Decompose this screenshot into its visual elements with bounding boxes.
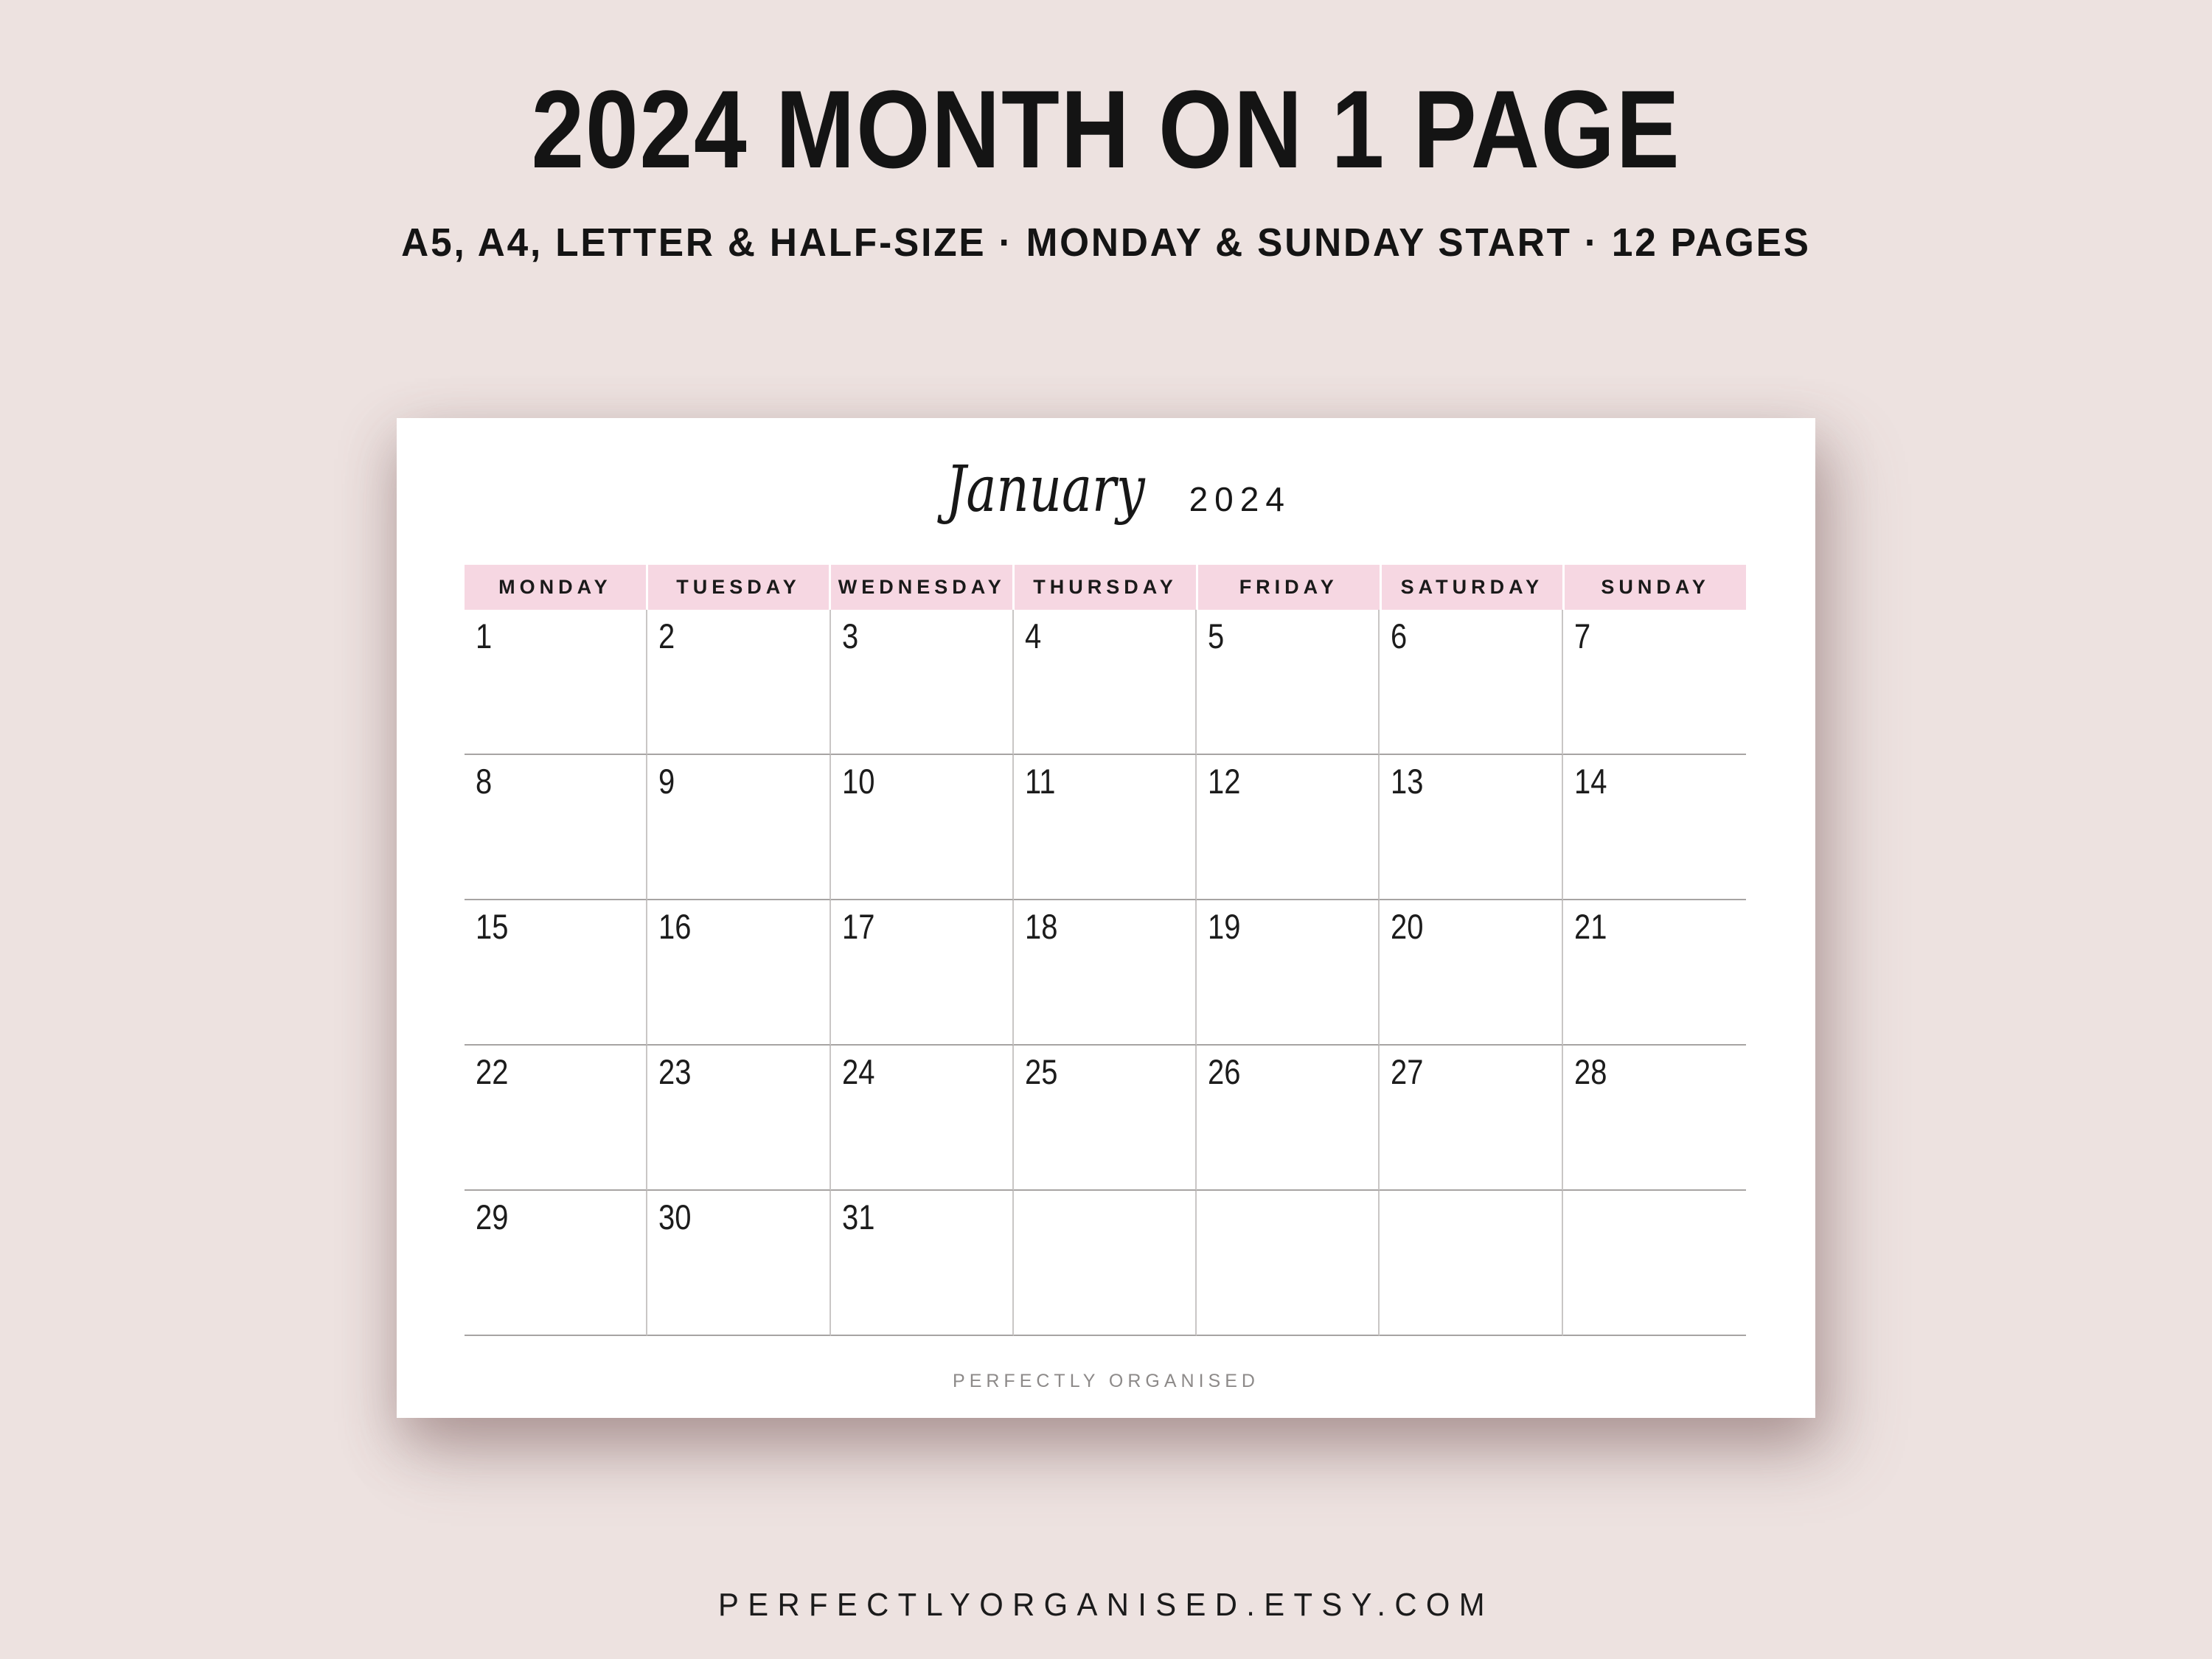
calendar-cell xyxy=(647,900,830,1046)
calendar-cell xyxy=(465,755,647,900)
calendar-cell xyxy=(1563,900,1746,1046)
date-number: 23 xyxy=(658,1052,692,1091)
calendar-cell xyxy=(831,900,1014,1046)
calendar-cell xyxy=(1380,755,1562,900)
calendar-cell xyxy=(647,755,830,900)
date-number: 2 xyxy=(658,616,675,655)
calendar-cell xyxy=(831,755,1014,900)
calendar-cell xyxy=(831,1046,1014,1191)
calendar-cell xyxy=(1014,1191,1197,1336)
month-year: 2024 xyxy=(1189,480,1291,518)
calendar-cell xyxy=(1197,1191,1380,1336)
calendar-cell xyxy=(647,1191,830,1336)
calendar-cell xyxy=(1380,1046,1562,1191)
day-header-wednesday: WEDNESDAY xyxy=(831,565,1012,610)
calendar-cell xyxy=(1380,1191,1562,1336)
promo-header xyxy=(0,67,2212,265)
calendar-cell xyxy=(1563,1046,1746,1191)
date-number: 28 xyxy=(1573,1052,1607,1091)
date-number: 10 xyxy=(841,762,875,801)
date-number: 15 xyxy=(476,907,509,946)
calendar-cell xyxy=(1197,755,1380,900)
date-number: 13 xyxy=(1391,762,1424,801)
calendar-cell xyxy=(1197,1046,1380,1191)
date-number: 9 xyxy=(658,762,675,801)
day-header-friday: FRIDAY xyxy=(1198,565,1380,610)
promo-subtitle: A5, A4, LETTER & HALF-SIZE · MONDAY & SUNDAY START · 12 PAGES xyxy=(401,220,1811,265)
date-number: 5 xyxy=(1208,616,1225,655)
calendar-cell xyxy=(1014,755,1197,900)
date-number: 30 xyxy=(658,1197,692,1237)
calendar-cell xyxy=(465,1191,647,1336)
date-number: 25 xyxy=(1024,1052,1058,1091)
calendar-cell xyxy=(1197,900,1380,1046)
day-header-row xyxy=(465,565,1746,610)
day-header-monday: MONDAY xyxy=(465,565,646,610)
date-number: 14 xyxy=(1573,762,1607,801)
brand-footer: PERFECTLY ORGANISED xyxy=(953,1371,1259,1391)
date-number: 4 xyxy=(1024,616,1042,655)
calendar-cell xyxy=(1563,1191,1746,1336)
date-number: 12 xyxy=(1208,762,1241,801)
date-number: 1 xyxy=(476,616,493,655)
calendar-cell xyxy=(465,1046,647,1191)
calendar-cell xyxy=(647,610,830,755)
calendar-cell xyxy=(831,1191,1014,1336)
month-title xyxy=(397,449,1815,532)
date-number: 29 xyxy=(476,1197,509,1237)
calendar-cell xyxy=(1197,610,1380,755)
calendar-cell xyxy=(1014,610,1197,755)
date-number: 18 xyxy=(1024,907,1058,946)
site-url: PERFECTLYORGANISED.ETSY.COM xyxy=(718,1587,1494,1623)
promo-title: 2024 MONTH ON 1 PAGE xyxy=(531,67,1681,191)
date-number: 6 xyxy=(1391,616,1408,655)
date-number: 16 xyxy=(658,907,692,946)
calendar-cell xyxy=(1563,610,1746,755)
date-number: 7 xyxy=(1573,616,1590,655)
date-number: 8 xyxy=(476,762,493,801)
date-number: 22 xyxy=(476,1052,509,1091)
date-number: 24 xyxy=(841,1052,875,1091)
calendar-cell xyxy=(1380,900,1562,1046)
date-number: 21 xyxy=(1573,907,1607,946)
date-number: 20 xyxy=(1391,907,1424,946)
calendar-grid xyxy=(465,610,1746,1336)
date-number: 3 xyxy=(841,616,858,655)
calendar-cell xyxy=(465,900,647,1046)
calendar-cell xyxy=(1014,900,1197,1046)
month-name: January xyxy=(945,453,1145,526)
calendar-cell xyxy=(1014,1046,1197,1191)
day-header-thursday: THURSDAY xyxy=(1015,565,1196,610)
date-number: 17 xyxy=(841,907,875,946)
calendar-cell xyxy=(647,1046,830,1191)
day-header-sunday: SUNDAY xyxy=(1565,565,1746,610)
date-number: 11 xyxy=(1024,762,1056,801)
calendar-cell xyxy=(465,610,647,755)
calendar-cell xyxy=(1563,755,1746,900)
date-number: 27 xyxy=(1391,1052,1424,1091)
date-number: 26 xyxy=(1208,1052,1241,1091)
calendar-cell xyxy=(1380,610,1562,755)
calendar-page xyxy=(397,418,1815,1418)
date-number: 19 xyxy=(1208,907,1241,946)
date-number: 31 xyxy=(841,1197,875,1237)
day-header-saturday: SATURDAY xyxy=(1382,565,1563,610)
calendar-cell xyxy=(831,610,1014,755)
day-header-tuesday: TUESDAY xyxy=(648,565,830,610)
